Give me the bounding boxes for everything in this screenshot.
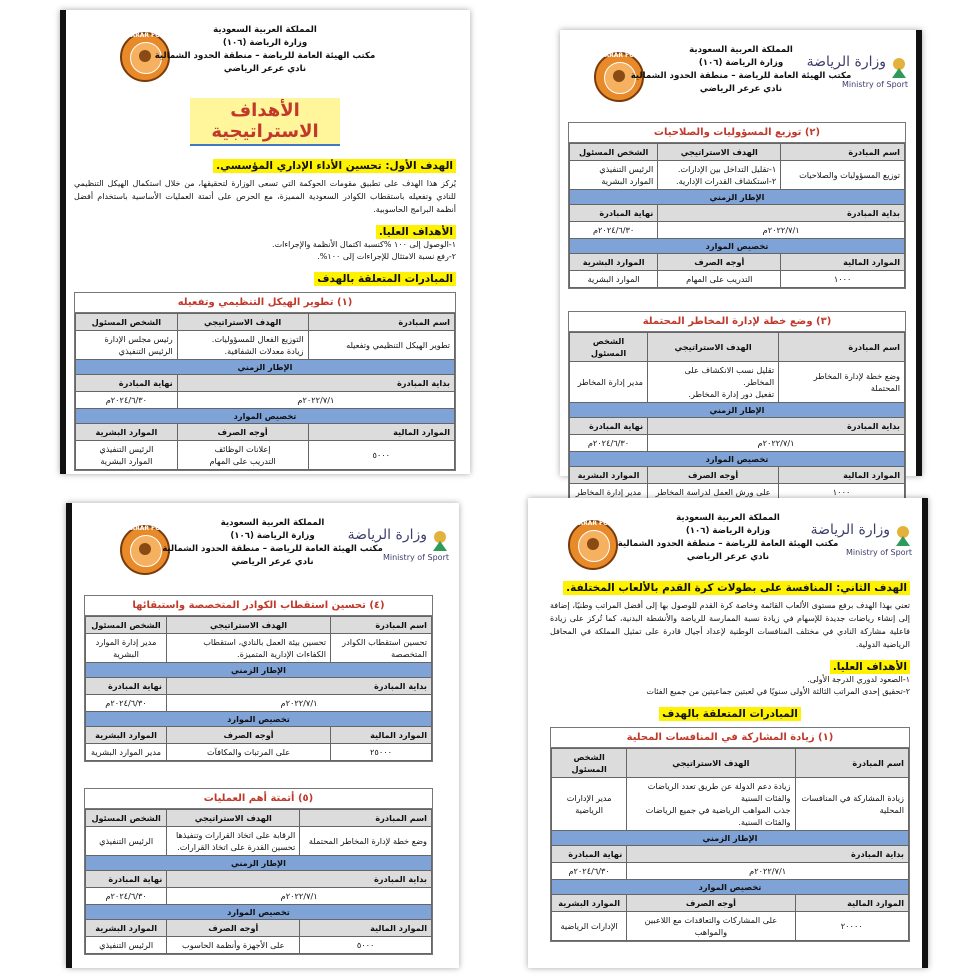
document-page-3 (66, 503, 459, 968)
goal-heading: الهدف الثاني: المنافسة على بطولات كرة القدم بالألعاب المختلفة. (563, 581, 910, 595)
initiative-card (84, 788, 433, 955)
initiative-title: (٣) وضع خطة لإدارة المخاطر المحتملة (569, 312, 905, 332)
header-line: مكتب الهيئة العامة للرياضة – منطقة الحدود الشمالية (154, 51, 376, 61)
header-text: المملكة العربية السعودية وزارة الرياضة (١٠٦) مكتب الهيئة العامة للرياضة – منطقة الحدود الشمالية نادي عرعر الرياضي (630, 45, 852, 94)
initiative-table (75, 313, 455, 470)
high-goal: ٢-رفع نسبة الامتثال للإجراءات إلى ١٠٠%. (317, 252, 456, 261)
initiative-table: اسم المبادرة الهدف الاستراتيجي الشخص المسئول تحسين استقطاب الكوادر المتخصصة تحسين بيئة العمل بالنادي، استقطاب الكفاءات الإدارية المتميزة. مدير إدارة الموارد البشرية الإطار الزمني بداية المبادرة نهاية المبادرة ٢٠٢٢/٧/١م ٢٠٢٤/٦/٣٠م تخصيص الموارد الموارد المالية أوجه الصرف الموارد البشرية ٢٥٠٠٠ على المرتبات والمكافآت مدير الموارد البشرية (85, 616, 432, 761)
table-cell: تطوير الهيكل التنظيمي وتفعيله (308, 331, 455, 360)
col-header: الشخص المسئول (76, 314, 178, 331)
high-goals-heading: الأهداف العليا. (376, 225, 456, 239)
table-cell: ٢٠٢٢/٧/١م (177, 392, 454, 409)
header-text: المملكة العربية السعودية وزارة الرياضة (١٠٦) مكتب الهيئة العامة للرياضة – منطقة الحدود الشمالية نادي عرعر الرياضي (162, 518, 383, 567)
col-header: الهدف الاستراتيجي (177, 314, 308, 331)
table-cell: التوزيع الفعال للمسؤوليات. زيادة معدلات الشفافية. (177, 331, 308, 360)
goal-description: تعني بهذا الهدف برفع مستوى الألعاب القائمة وخاصة كرة القدم للوصول بها إلى أفضل المراتب وطنيًا، إضافة إلى إنشاء رياضات جديدة للإسهام في زيادة نسبة الممارسة للرياضة والأنشطة البدنية، كما تُركز على زيادة فاعلية مشاركة النادي في مختلف المنافسات الوطنية لإعداد أجيال قادرة على تمثيل المملكة في المحافل الرياضية الدولية. (550, 601, 910, 649)
document-page-2 (560, 30, 922, 497)
page-header (528, 498, 928, 578)
ministry-emblem-icon (892, 524, 914, 548)
related-initiatives-heading: المبادرات المتعلقة بالهدف (314, 272, 456, 286)
goal-heading: الهدف الأول: تحسين الأداء الإداري المؤسسي. (213, 159, 456, 173)
table-cell: ٢٠٢٤/٦/٣٠م (76, 392, 178, 409)
table-cell: ٥٠٠٠ (308, 441, 455, 470)
col-header: الموارد المالية (308, 424, 455, 441)
section-band: تخصيص الموارد (76, 409, 455, 424)
header-line: وزارة الرياضة (١٠٦) (222, 38, 308, 48)
table-cell: الرئيس التنفيذي الموارد البشرية (76, 441, 178, 470)
page-content (74, 98, 456, 471)
ministry-emblem-icon (888, 56, 910, 80)
high-goals-heading: الأهداف العليا. (830, 660, 910, 674)
initiative-title: (١) زيادة المشاركة في المنافسات المحلية (551, 728, 909, 748)
header-line: نادي عرعر الرياضي (223, 64, 307, 74)
document-page-1 (60, 10, 470, 474)
section-band: الإطار الزمني (76, 360, 455, 375)
initiative-card (550, 727, 910, 942)
ministry-logo: وزارة الرياضة Ministry of Sport (347, 527, 449, 562)
initiative-card (84, 595, 433, 762)
club-logo: ARAR FC (120, 525, 170, 575)
club-logo-text: ARAR FC (130, 32, 160, 39)
col-header: بداية المبادرة (177, 375, 454, 392)
page-header (60, 10, 470, 90)
initiative-table: اسم المبادرة الهدف الاستراتيجي الشخص المسئول زيادة المشاركة في المنافسات المحلية زيادة دعم الدولة عن طريق تعدد الرياضات والفئات السنية جذب المواهب الرياضية في جميع الرياضات والفئات السنية. مدير الإدارات الرياضية الإطار الزمني بداية المبادرة نهاية المبادرة ٢٠٢٢/٧/١م ٢٠٢٤/٦/٣٠م تخصيص الموارد الموارد المالية أوجه الصرف الموارد البشرية ٢٠٠٠٠ على المشاركات والتعاقدات مع اللاعبين والمواهب الإدارات الرياضية (551, 748, 909, 941)
initiative-title: (٥) أتمتة أهم العمليات (85, 789, 432, 809)
initiative-table: اسم المبادرة الهدف الاستراتيجي الشخص المسئول توزيع المسؤوليات والصلاحيات ١-تقليل التداخل بين الإدارات. ٢-استكشاف القدرات الإدارية. الرئيس التنفيذي الموارد البشرية الإطار الزمني بداية المبادرة نهاية المبادرة ٢٠٢٢/٧/١م ٢٠٢٤/٦/٣٠م تخصيص الموارد الموارد المالية أوجه الصرف الموارد البشرية ١٠٠٠ التدريب على المهام الموارد البشرية (569, 143, 905, 288)
header-text (60, 24, 470, 76)
high-goal: ٢-تحقيق إحدى المراتب الثالثة الأولى سنويًا في لعبتين جماعيتين من جميع الفئات (646, 687, 910, 696)
col-header: الموارد البشرية (76, 424, 178, 441)
initiative-title: (٢) توزيع المسؤوليات والصلاحيات (569, 123, 905, 143)
table-cell: ١-تقليل التداخل بين الإدارات. ٢-استكشاف القدرات الإدارية. (658, 161, 781, 190)
header-text: المملكة العربية السعودية وزارة الرياضة (١٠٦) مكتب الهيئة العامة للرياضة – منطقة الحدود الشمالية نادي عرعر الرياضي (617, 513, 839, 562)
high-goal: ١-الوصول إلى ١٠٠ %كنسبة اكتمال الأنظمة والإجراءات. (272, 240, 456, 249)
initiative-title: (١) تطوير الهيكل التنظيمي وتفعيله (75, 293, 455, 313)
header-line: المملكة العربية السعودية (213, 25, 317, 35)
page-header (66, 503, 459, 583)
col-header: نهاية المبادرة (76, 375, 178, 392)
table-cell: توزيع المسؤوليات والصلاحيات (781, 161, 905, 190)
page-title: الأهداف الاستراتيجية (190, 98, 340, 146)
ministry-emblem-icon (429, 529, 451, 553)
initiative-title: (٤) تحسين استقطاب الكوادر المتخصصة واستبقائها (85, 596, 432, 616)
club-logo: ARAR FC (568, 520, 618, 570)
related-initiatives-heading: المبادرات المتعلقة بالهدف (659, 707, 801, 721)
table-cell: الرئيس التنفيذي الموارد البشرية (570, 161, 658, 190)
document-page-4 (528, 498, 928, 968)
page-header (560, 30, 922, 110)
ministry-logo: وزارة الرياضة Ministry of Sport (810, 522, 912, 557)
initiative-card (568, 122, 906, 289)
table-cell: إعلانات الوظائف التدريب على المهام (177, 441, 308, 470)
goal-description: يُركز هذا الهدف على تطبيق مقومات الحوكمة التي تسعى الوزارة لتحقيقها، من خلال استكمال الهيكل التنظيمي للنادي وتفعيله باستقطاب الكوادر السعودية المميزة، مع الحرص على أتمتة العمليات الأساسية باستخدام أفضل أنظمة البرامج الحاسوبية. (74, 179, 456, 214)
ministry-logo: وزارة الرياضة Ministry of Sport (806, 54, 908, 89)
page-content (568, 116, 906, 502)
initiative-table: اسم المبادرة الهدف الاستراتيجي الشخص المسئول وضع خطة لإدارة المخاطر المحتملة الرقابة على اتخاذ القرارات وتنفيذها تحسين القدرة على اتخاذ القرارات. الرئيس التنفيذي الإطار الزمني بداية المبادرة نهاية المبادرة ٢٠٢٢/٧/١م ٢٠٢٤/٦/٣٠م تخصيص الموارد الموارد المالية أوجه الصرف الموارد البشرية ٥٠٠٠ على الأجهزة وأنظمة الحاسوب الرئيس التنفيذي (85, 809, 432, 954)
col-header: اسم المبادرة (308, 314, 455, 331)
page-content (84, 589, 433, 955)
initiative-card (74, 292, 456, 471)
col-header: أوجه الصرف (177, 424, 308, 441)
page-content (550, 576, 910, 942)
initiative-table: اسم المبادرة الهدف الاستراتيجي الشخص المسئول وضع خطة لإدارة المخاطر المحتملة تقليل نسب الانكشاف على المخاطر. تفعيل دور إدارة المخاطر. مدير إدارة المخاطر الإطار الزمني بداية المبادرة نهاية المبادرة ٢٠٢٢/٧/١م ٢٠٢٤/٦/٣٠م تخصيص الموارد الموارد المالية أوجه الصرف الموارد البشرية ١٠٠٠ على ورش العمل لدراسة المخاطر مدير إدارة المخاطر (569, 332, 905, 501)
initiative-card (568, 311, 906, 502)
high-goal: ١-الصعود لدوري الدرجة الأولى. (807, 675, 910, 684)
club-logo: ARAR FC (594, 52, 644, 102)
table-cell: رئيس مجلس الإدارة الرئيس التنفيذي (76, 331, 178, 360)
